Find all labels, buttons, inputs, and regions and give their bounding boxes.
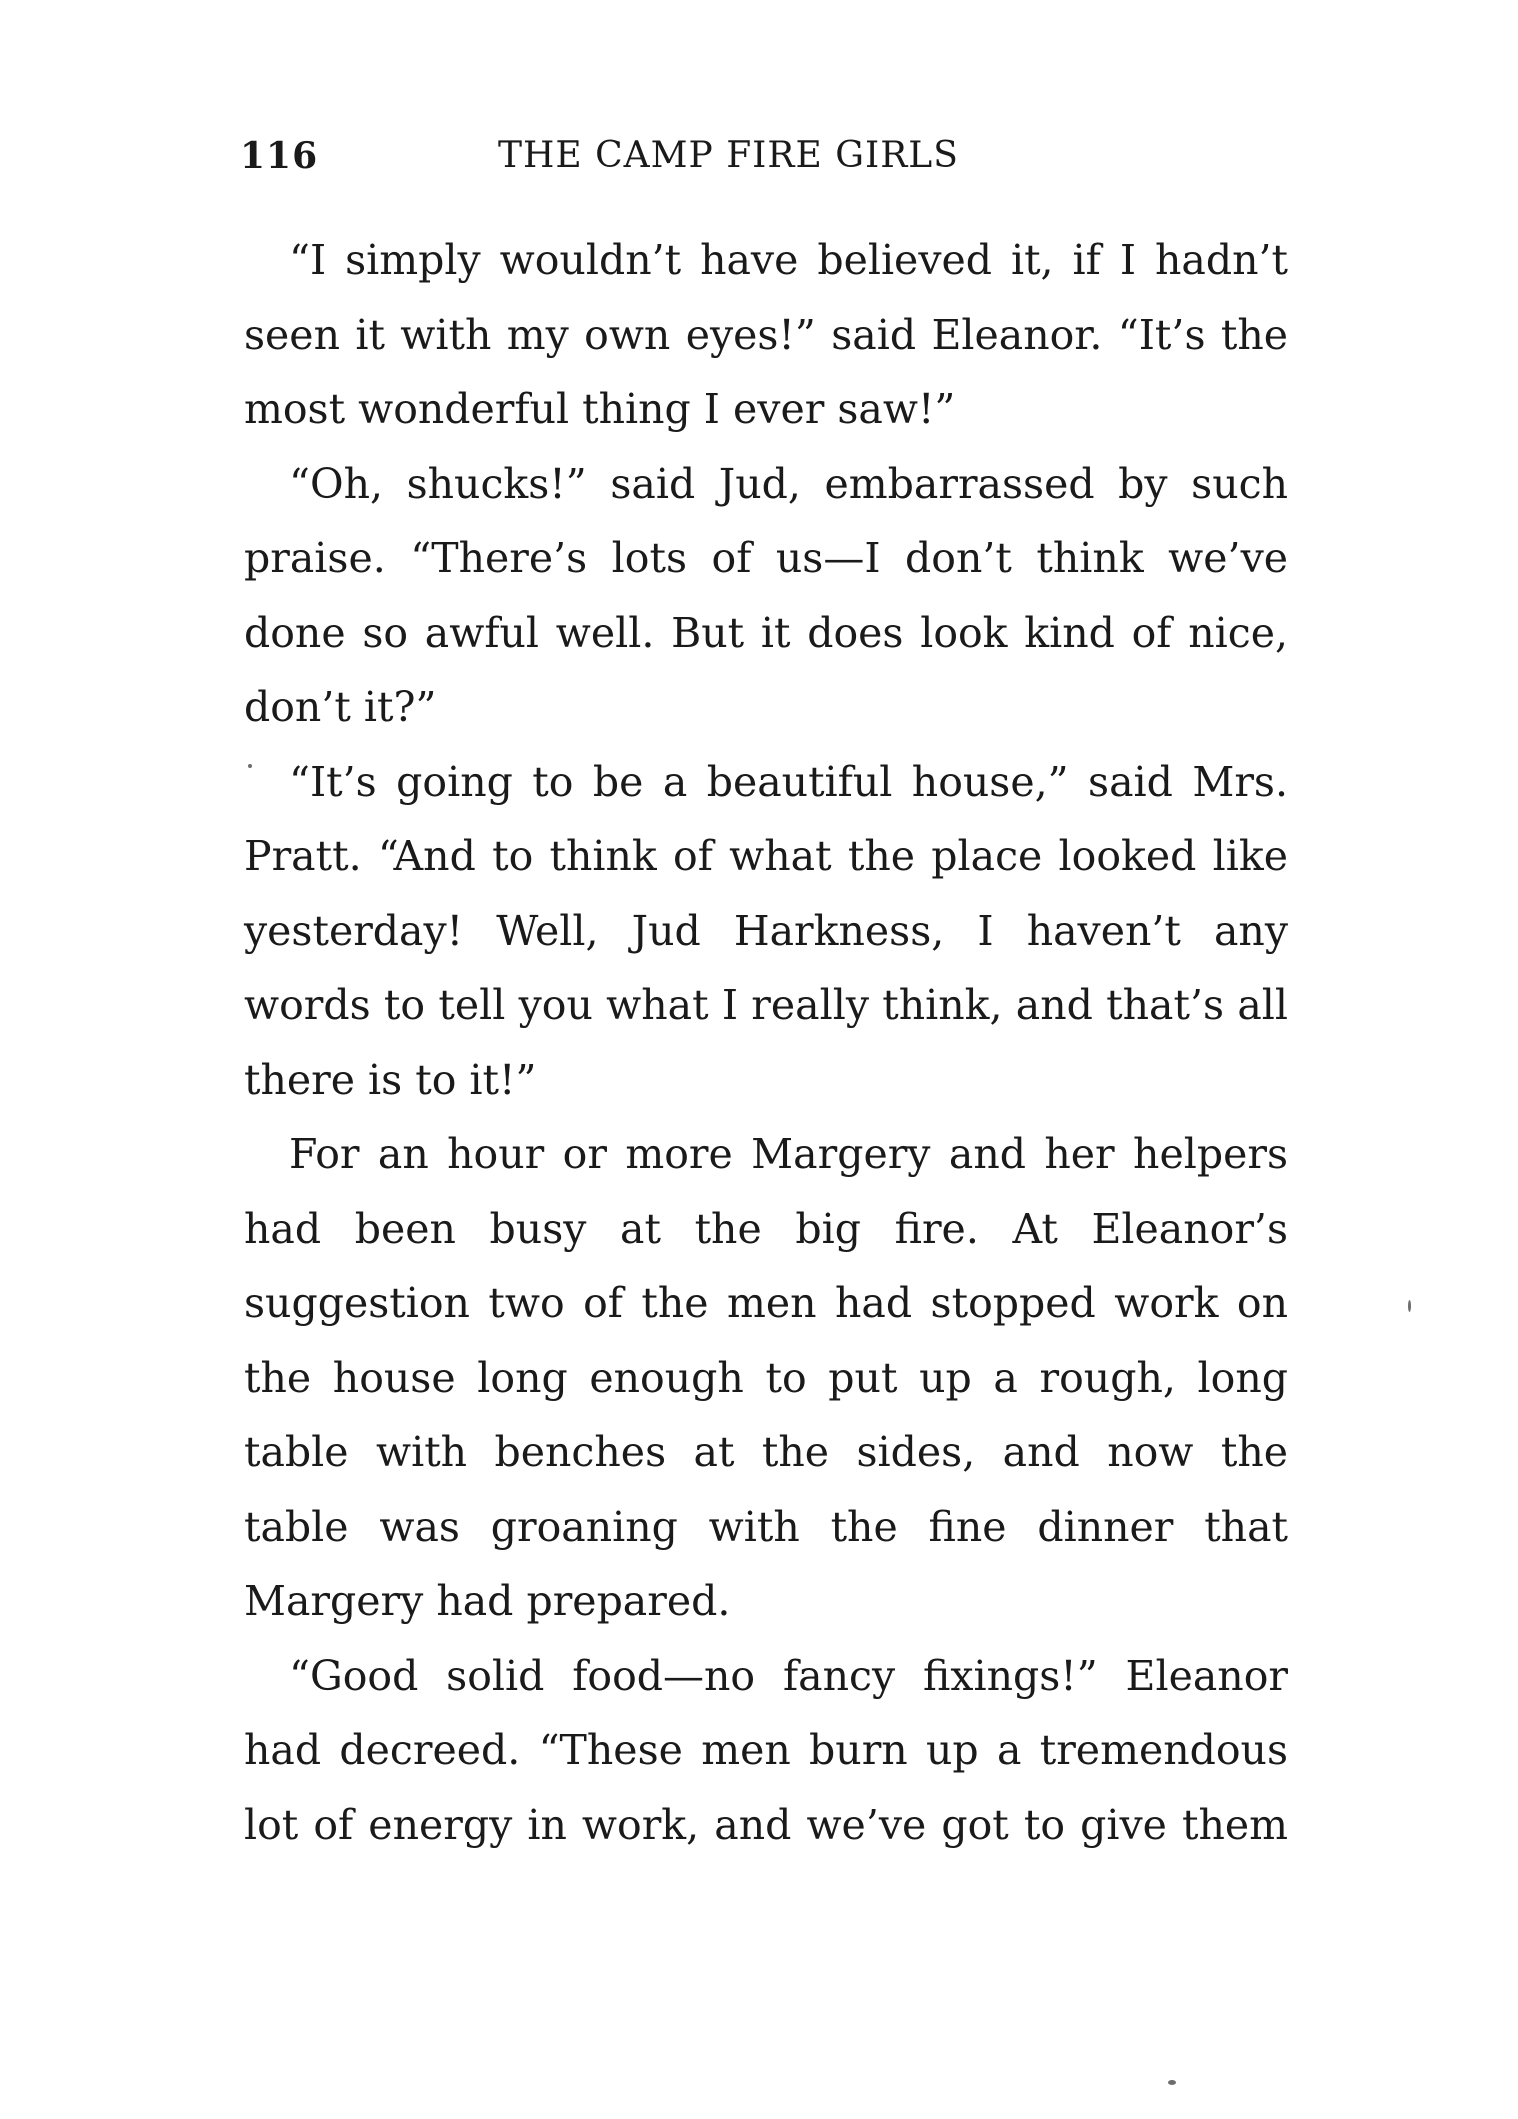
page-header	[240, 128, 1280, 184]
paragraph: “It’s going to be a beautiful house,” said Mrs. Pratt. “And to think of what the place looked like yesterday! Well, Jud Harkness, I haven’t any words to tell you what I really think, and that’s all there is to it!”	[244, 757, 1288, 1104]
scan-speck	[248, 764, 252, 768]
page-number: 116	[240, 135, 319, 177]
body-text	[244, 223, 1288, 1862]
paragraph: “Good solid food—no fancy fixings!” Eleanor had decreed. “These men burn up a tremendous lot of energy in work, and we’ve got to give them	[244, 1651, 1288, 1849]
paragraph: For an hour or more Margery and her helpers had been busy at the big fire. At Eleanor’s suggestion two of the men had stopped work on the house long enough to put up a rough, long table with benches at the sides, and now the table was groaning with the fine dinner that Margery had prepared.	[244, 1130, 1288, 1625]
scan-speck	[1408, 1300, 1411, 1312]
running-title: THE CAMP FIRE GIRLS	[498, 135, 959, 176]
scan-speck	[1168, 2080, 1176, 2085]
paragraph: “Oh, shucks!” said Jud, embarrassed by such praise. “There’s lots of us—I don’t think we’ve done so awful well. But it does look kind of nice, don’t it?”	[244, 459, 1288, 731]
paragraph: “I simply wouldn’t have believed it, if I hadn’t seen it with my own eyes!” said Eleanor. “It’s the most wonderful thing I ever saw!”	[244, 236, 1288, 433]
